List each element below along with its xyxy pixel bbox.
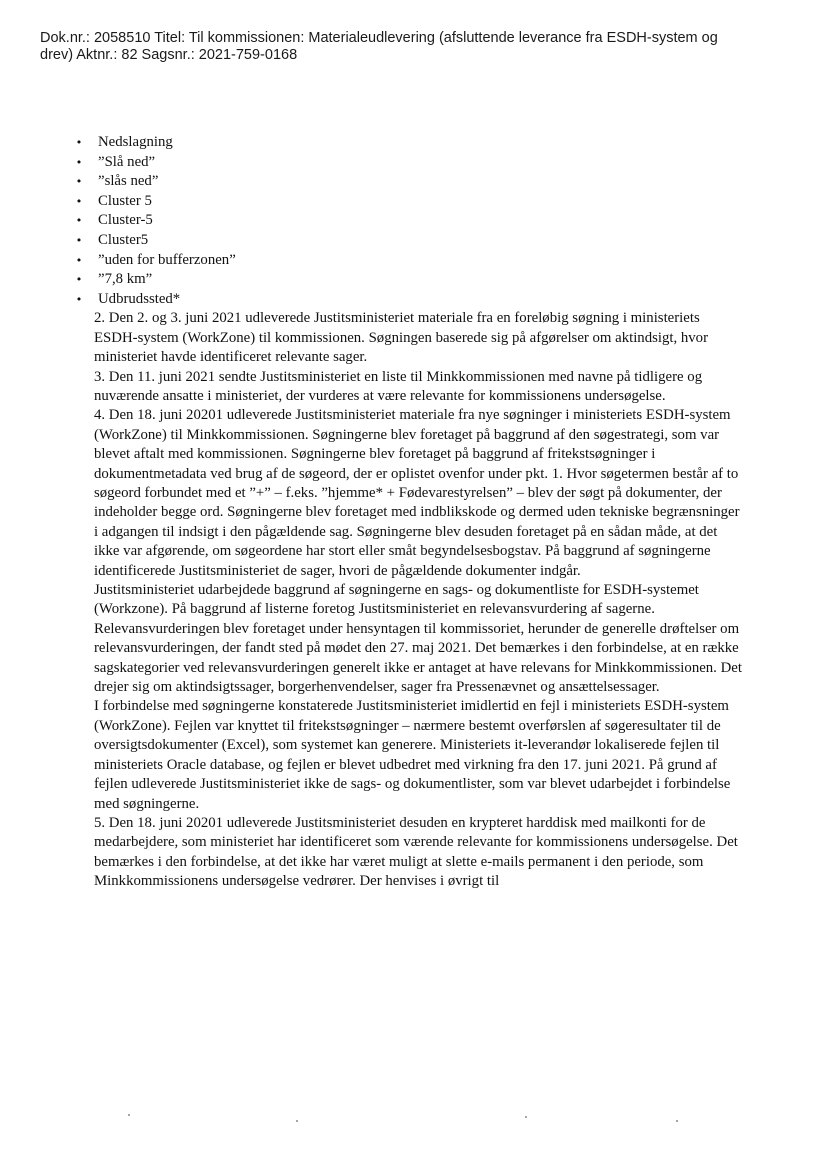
search-term: ”7,8 km” — [98, 271, 153, 288]
list-item — [72, 290, 722, 310]
search-term: Nedslagning — [98, 134, 173, 150]
bullet-icon: • — [75, 214, 83, 228]
paragraph-4-continued: Justitsministeriet udarbejdede baggrund af søgningerne en sags- og dokumentliste for ESDH-systemet (Workzone). På baggrund af listerne foretog Justitsministeriet en relevansvurdering af sagerne. Relevansvurderingen blev foretaget under hensyntagen til kommissoriet, herunder de generelle drøftelser om relevansvurderingen, der fandt sted på mødet den 27. maj 2021. Det bemærkes i den forbindelse, at en række sagskategorier ved relevansvurderingen generelt ikke er antaget at have relevans for Minkkommissionen. Det drejer sig om aktindsigtssager, borgerhenvendelser, sager fra Pressenævnet og ansættelsessager. — [94, 582, 742, 696]
header-line-1: Dok.nr.: 2058510 Titel: Til kommissionen: Materialeudlevering (afsluttende leverance fra ESDH-system og — [40, 30, 718, 46]
document-header — [40, 30, 810, 64]
list-item — [72, 153, 722, 173]
bullet-icon: • — [75, 194, 83, 208]
search-term: Cluster 5 — [98, 192, 152, 209]
list-item — [72, 172, 722, 192]
search-term: ”slås ned” — [98, 173, 159, 190]
search-term: ”Slå ned” — [98, 153, 156, 170]
paragraph-4-error-note: I forbindelse med søgningerne konstaterede Justitsministeriet imidlertid en fejl i ministeriets ESDH-system (WorkZone). Fejlen var knyttet til fritekstsøgninger – nærmere bestemt overførslen af søgeresultater til de oversigtsdokumenter (Excel), som systemet kan generere. Ministeriets it-leverandør lokaliserede fejlen til ministeriets Oracle database, og fejlen er blevet udbedret med virkning fra den 17. juni 2021. På grund af fejlen udleverede Justitsministeriet ikke de sags- og dokumentlister, som var blevet udarbejdet i forbindelse med søgningerne. — [94, 698, 731, 812]
search-term: Udbrudssted* — [98, 290, 181, 307]
list-item — [72, 270, 722, 290]
paragraph-3: 3. Den 11. juni 2021 sendte Justitsministeriet en liste til Minkkommissionen med navne på tidligere og nuværende ansatte i ministeriet, der vurderes at være relevante for kommissionens undersøgelse. — [94, 368, 703, 404]
search-term-list — [72, 133, 722, 309]
scan-speck — [128, 1114, 130, 1116]
bullet-icon: • — [75, 155, 83, 169]
search-term: Cluster-5 — [98, 212, 153, 229]
scan-speck — [525, 1116, 527, 1118]
list-item — [72, 192, 722, 212]
list-item — [72, 231, 722, 251]
bullet-icon: • — [75, 136, 83, 149]
list-item — [72, 211, 722, 231]
paragraph-4: 4. Den 18. juni 20201 udleverede Justitsministeriet materiale fra nye søgninger i ministeriets ESDH-system (WorkZone) til Minkkommissionen. Søgningerne blev foretaget på baggrund af den søgestrategi, som var blevet aftalt med kommissionen. Søgningerne blev foretaget på baggrund af fritekstsøgninger i dokumentmetadata ved brug af de søgeord, der er oplistet ovenfor under pkt. 1. Hvor søgetermen består af to søgeord forbundet med et ”+” – f.eks. ”hjemme* + Fødevarestyrelsen” – blev der søgt på dokumenter, der indeholder begge ord. Søgningerne blev foretaget med indblikskode og dermed uden tekniske begrænsninger i adgangen til indsigt i den pågældende sag. Søgningerne blev desuden foretaget på en sådan måde, at det ikke var afgørende, om søgeordene har stort eller småt begyndelsesbogstav. På baggrund af søgningerne identificerede Justitsministeriet de sager, hvori de pågældende dokumenter indgår. — [94, 407, 740, 579]
scan-speck — [296, 1120, 298, 1122]
bullet-icon: • — [75, 273, 83, 287]
bullet-icon: • — [75, 233, 83, 247]
search-term: Cluster5 — [98, 231, 149, 248]
document-body — [75, 133, 744, 892]
list-item — [72, 133, 722, 153]
bullet-icon: • — [75, 253, 83, 267]
paragraph-2: 2. Den 2. og 3. juni 2021 udleverede Justitsministeriet materiale fra en foreløbig søgning i ministeriets ESDH-system (WorkZone) til kommissionen. Søgningen baserede sig på afgørelser om aktindsigt, hvor ministeriet havde identificeret relevante sager. — [94, 310, 709, 366]
header-line-2: drev) Aktnr.: 82 Sagsnr.: 2021-759-0168 — [40, 47, 298, 63]
search-term: ”uden for bufferzonen” — [98, 251, 236, 268]
list-item — [72, 251, 722, 271]
bullet-icon: • — [75, 292, 83, 306]
paragraph-5: 5. Den 18. juni 20201 udleverede Justitsministeriet desuden en krypteret harddisk med mailkonti for de medarbejdere, som ministeriet har identificeret som værende relevante for kommissionens undersøgelse. Det bemærkes i den forbindelse, at det ikke har været muligt at slette e-mails permanent i den periode, som Minkkommissionens undersøgelse vedrører. Der henvises i øvrigt til — [94, 814, 738, 890]
scan-speck — [676, 1120, 678, 1122]
bullet-icon: • — [75, 175, 83, 189]
